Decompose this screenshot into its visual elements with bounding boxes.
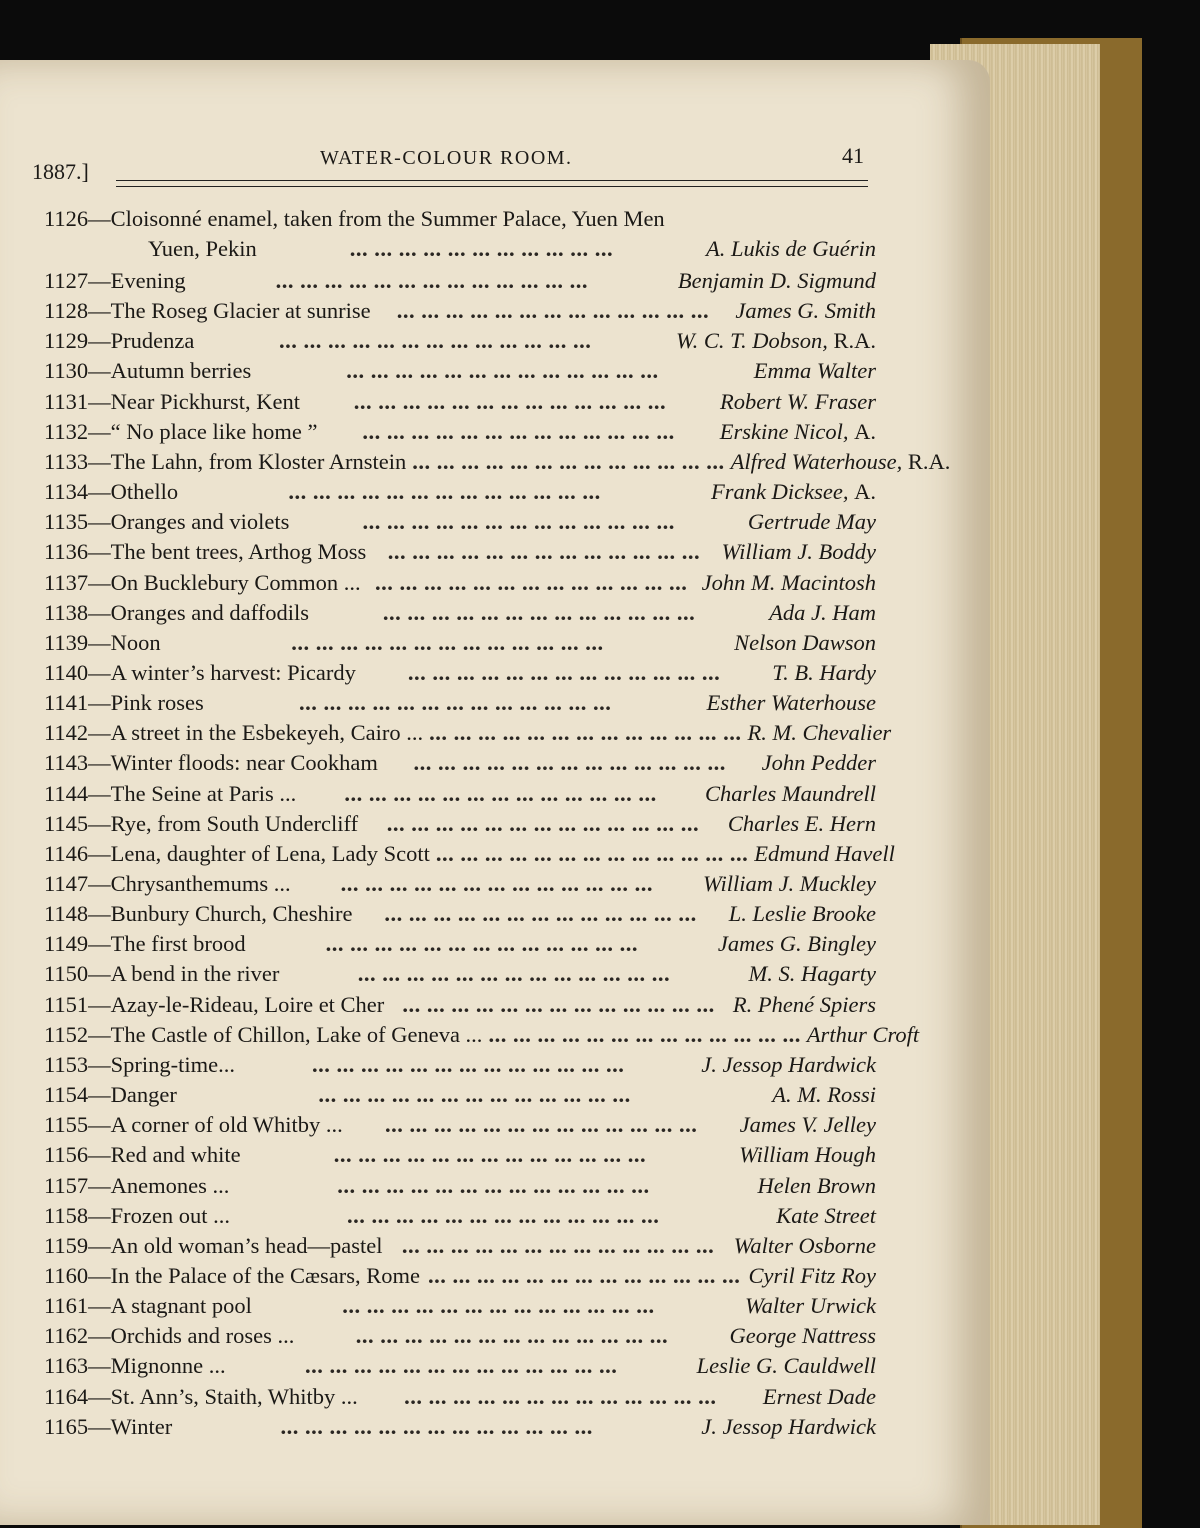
entry-row — [44, 992, 876, 1022]
entry-title: 1160—In the Palace of the Cæsars, Rome — [44, 1262, 420, 1288]
entry-artist — [745, 1293, 876, 1319]
entry-row — [44, 931, 876, 961]
leader-dots: ... ... ... ... ... ... ... ... ... ... ... ... ... — [275, 268, 588, 293]
entry-title: 1130—Autumn berries — [44, 358, 252, 384]
leader-dots: ... ... ... ... ... ... ... ... ... ... ... ... ... — [396, 298, 710, 324]
artist-name: Charles Maundrell — [704, 780, 876, 806]
entry-continuation — [44, 236, 876, 266]
entry-row — [44, 358, 876, 388]
artist-name: L. Leslie Brooke — [728, 901, 876, 927]
entry-title: 1161—A stagnant pool — [44, 1293, 252, 1319]
leader-dots: ... ... ... ... ... ... ... ... ... ... ... ... ... — [340, 871, 653, 896]
entry-row — [44, 448, 951, 479]
entry-title: Yuen, Pekin — [148, 236, 257, 261]
entry-title: 1164—St. Ann’s, Staith, Whitby ... — [44, 1383, 358, 1409]
artist-name: T. B. Hardy — [772, 659, 876, 685]
entry-artist — [740, 1112, 876, 1138]
leader-dots: ... ... ... ... ... ... ... ... ... ... ... ... ... — [386, 810, 700, 836]
artist-honor: R.A. — [907, 448, 951, 474]
entry-row — [44, 901, 876, 931]
entry-row — [44, 1293, 876, 1323]
leader-dots: ... ... ... ... ... ... ... ... ... ... ... ... ... — [402, 991, 715, 1017]
leader-dots: ... ... ... ... ... ... ... ... ... ... ... ... ... — [299, 690, 612, 716]
entry-row — [44, 1233, 876, 1263]
entry-title: 1159—An old woman’s head—pastel — [44, 1232, 383, 1258]
entry-row — [44, 1052, 876, 1082]
entry-row — [44, 840, 895, 871]
artist-honor: A. — [854, 479, 876, 505]
artist-name: John Pedder — [761, 750, 876, 776]
entry-row — [44, 479, 876, 509]
entry-artist — [720, 419, 876, 445]
leader-dots: ... ... ... ... ... ... ... ... ... ... ... ... ... — [384, 1112, 698, 1138]
entry-title: 1135—Oranges and violets — [44, 509, 290, 535]
entry-row — [44, 811, 876, 841]
artist-name: Gertrude May — [747, 509, 876, 535]
entry-artist — [754, 841, 895, 867]
entry-title: 1142—A street in the Esbekeyeh, Cairo ... — [44, 720, 424, 746]
leader-dots: ... ... ... ... ... ... ... ... ... ... ... ... ... — [344, 780, 657, 806]
artist-name: Ada J. Ham — [769, 599, 876, 625]
entry-title: 1156—Red and white — [44, 1142, 241, 1168]
artist-name: Ernest Dade — [762, 1383, 876, 1409]
entry-title: 1146—Lena, daughter of Lena, Lady Scott — [44, 840, 430, 866]
artist-name: John M. Macintosh — [701, 569, 876, 595]
header-year: 1887.] — [32, 159, 89, 184]
entry-artist — [697, 1353, 876, 1379]
artist-name: Benjamin D. Sigmund — [677, 268, 876, 293]
entry-artist — [776, 1203, 876, 1229]
artist-honor: R.A. — [833, 328, 876, 354]
entry-artist — [749, 1263, 877, 1289]
leader-dots: ... ... ... ... ... ... ... ... ... ... ... ... ... — [337, 1172, 650, 1198]
entry-title: 1144—The Seine at Paris ... — [44, 780, 297, 806]
entry-row — [44, 1082, 876, 1112]
entry-row — [44, 961, 876, 991]
entry-row — [44, 1384, 876, 1414]
entry-title: 1128—The Roseg Glacier at sunrise — [44, 298, 371, 324]
leader-dots: ... ... ... ... ... ... ... ... ... ... ... ... ... — [387, 539, 701, 565]
entry-artist — [728, 811, 876, 837]
entry-artist — [734, 630, 876, 656]
entry-artist — [711, 479, 876, 505]
entry-title: 1139—Noon — [44, 629, 161, 655]
entry-title: 1131—Near Pickhurst, Kent — [44, 388, 300, 414]
artist-name: Frank Dicksee, — [711, 479, 849, 505]
entry-artist — [748, 509, 876, 535]
entry-artist — [718, 931, 876, 957]
leader-dots: ... ... ... ... ... ... ... ... ... ... ... ... ... — [413, 750, 726, 776]
artist-name: William Hough — [739, 1142, 876, 1168]
entry-row — [44, 600, 876, 630]
entry-row — [44, 781, 876, 811]
entry-row — [44, 660, 876, 690]
entry-title: 1150—A bend in the river — [44, 961, 280, 987]
entry-artist — [769, 600, 876, 626]
entry-row — [44, 570, 876, 600]
leader-dots: ... ... ... ... ... ... ... ... ... ... ... ... ... — [280, 1413, 593, 1439]
leader-dots: ... ... ... ... ... ... ... ... ... ... ... ... ... — [346, 358, 659, 384]
entry-artist — [701, 1052, 876, 1078]
entry-first-line: 1126—Cloisonné enamel, taken from the Summer Palace, Yuen Men — [44, 206, 665, 231]
entry-title: 1163—Mignonne ... — [44, 1353, 226, 1379]
artist-name: Alfred Waterhouse, — [730, 448, 903, 474]
artist-name: Cyril Fitz Roy — [748, 1262, 876, 1288]
entry-row — [44, 1203, 876, 1233]
entry-artist — [763, 1384, 876, 1410]
entry-title: 1138—Oranges and daffodils — [44, 599, 309, 625]
artist-name: William J. Boddy — [721, 539, 876, 565]
entry-row — [44, 690, 876, 720]
entry-row — [44, 871, 876, 901]
entry-title: 1132—“ No place like home ” — [44, 418, 318, 444]
leader-dots: ... ... ... ... ... ... ... ... ... ... ... ... ... — [374, 569, 688, 595]
entry-artist — [807, 1022, 919, 1048]
entry-artist — [739, 1142, 876, 1168]
entry-row — [44, 539, 876, 569]
entry-row — [44, 1021, 920, 1052]
entry-row — [44, 1112, 876, 1142]
entry-artist — [772, 660, 876, 686]
leader-dots: ... ... ... ... ... ... ... ... ... ... ... ... ... — [384, 901, 697, 927]
leader-dots: ... ... ... ... ... ... ... ... ... ... ... ... ... — [346, 1202, 660, 1228]
entry-artist — [701, 1414, 876, 1440]
header-section-title: WATER-COLOUR ROOM. — [320, 147, 573, 169]
entry-title: 1165—Winter — [44, 1413, 173, 1439]
entry-artist — [730, 1323, 876, 1349]
leader-dots: ... ... ... ... ... ... ... ... ... ... ... ... ... — [355, 1323, 669, 1349]
entry-artist — [749, 961, 877, 987]
leader-dots: ... ... ... ... ... ... ... ... ... ... ... ... ... — [288, 479, 601, 505]
artist-name: Kate Street — [776, 1202, 876, 1228]
entry-artist — [731, 449, 951, 475]
leader-dots: ... ... ... ... ... ... ... ... ... ... ... ... ... — [404, 1383, 717, 1409]
page-number: 41 — [842, 143, 864, 168]
artist-name: Esther Waterhouse — [706, 690, 876, 716]
entry-title: 1158—Frozen out ... — [44, 1202, 231, 1228]
entry-artist — [762, 750, 876, 776]
entry-artist — [678, 268, 876, 294]
artist-name: Walter Urwick — [744, 1293, 876, 1319]
artist-name: Arthur Croft — [806, 1021, 920, 1047]
entry-row — [44, 298, 876, 328]
entry-title: 1147—Chrysanthemums ... — [44, 871, 291, 896]
leader-dots: ... ... ... ... ... ... ... ... ... ... ... ... ... — [325, 931, 638, 957]
leader-dots: ... ... ... ... ... ... ... ... ... ... ... ... ... — [353, 388, 667, 414]
leader-dots: ... ... ... ... ... ... ... ... ... ... ... ... ... — [362, 509, 675, 535]
leader-dots: ... ... ... ... ... ... ... ... ... ... ... ... ... — [412, 448, 725, 474]
leader-dots: ... ... ... ... ... ... ... ... ... ... ... ... ... — [342, 1293, 655, 1319]
entry-title: 1148—Bunbury Church, Cheshire — [44, 901, 353, 927]
entry-row — [44, 720, 892, 750]
entry-artist — [705, 781, 876, 807]
entry-title: 1140—A winter’s harvest: Picardy — [44, 659, 356, 685]
leader-dots: ... ... ... ... ... ... ... ... ... ... ... ... ... — [428, 1262, 741, 1288]
entry-title: 1137—On Bucklebury Common ... — [44, 569, 361, 595]
entry-row — [44, 419, 876, 449]
entry-artist — [702, 570, 876, 596]
entry-title: 1151—Azay-le-Rideau, Loire et Cher — [44, 991, 385, 1017]
artist-name: Walter Osborne — [733, 1232, 876, 1258]
leader-dots: ... ... ... ... ... ... ... ... ... ... ... ... ... — [278, 328, 592, 354]
entry-title: 1154—Danger — [44, 1082, 177, 1108]
artist-name: James V. Jelley — [739, 1112, 876, 1138]
entry-artist — [734, 1233, 876, 1259]
leader-dots: ... ... ... ... ... ... ... ... ... ... ... ... ... — [318, 1082, 631, 1108]
entry-title: 1145—Rye, from South Undercliff — [44, 810, 359, 836]
entry-artist — [733, 992, 876, 1018]
leader-dots: ... ... ... ... ... ... ... ... ... ... ... ... ... — [488, 1021, 801, 1047]
entry-title: 1133—The Lahn, from Kloster Arnstein — [44, 448, 407, 474]
entry-artist — [676, 328, 876, 354]
entry-artist — [722, 539, 876, 565]
entry-artist — [707, 690, 876, 716]
entry-row — [44, 268, 876, 298]
artist-name: Helen Brown — [757, 1172, 876, 1198]
artist-name: James G. Bingley — [717, 931, 876, 957]
artist-name: A. M. Rossi — [772, 1082, 876, 1108]
leader-dots: ... ... ... ... ... ... ... ... ... ... ... ... ... — [401, 1232, 715, 1258]
entry-title: 1149—The first brood — [44, 931, 246, 957]
entry-title: 1155—A corner of old Whitby ... — [44, 1112, 343, 1138]
artist-name: R. M. Chevalier — [747, 720, 892, 746]
entry-row — [44, 1173, 876, 1203]
artist-name: Charles E. Hern — [727, 810, 876, 836]
entry-artist — [747, 720, 891, 746]
entry-title: 1162—Orchids and roses ... — [44, 1323, 295, 1349]
artist-name: W. C. T. Dobson, — [675, 328, 828, 354]
entry-title: 1152—The Castle of Chillon, Lake of Geneva ... — [44, 1021, 483, 1047]
artist-name: Emma Walter — [753, 358, 876, 384]
artist-name: R. Phené Spiers — [732, 991, 876, 1017]
entry-row — [44, 509, 876, 539]
leader-dots: ... ... ... ... ... ... ... ... ... ... ... ... ... — [291, 629, 604, 655]
entry-title: 1141—Pink roses — [44, 690, 204, 716]
entry-artist — [754, 358, 876, 384]
entry-artist — [720, 389, 876, 415]
artist-honor: A. — [854, 418, 876, 444]
leader-dots: ... ... ... ... ... ... ... ... ... ... ... ... ... — [407, 659, 721, 685]
artist-name: J. Jessop Hardwick — [701, 1051, 876, 1077]
entry-row — [44, 389, 876, 419]
leader-dots: ... ... ... ... ... ... ... ... ... ... ... ... ... — [362, 418, 675, 444]
entry-row — [44, 1142, 876, 1172]
artist-name: Edmund Havell — [754, 840, 895, 866]
artist-name: Erskine Nicol, — [719, 418, 849, 444]
entry-title: 1127—Evening — [44, 268, 186, 293]
entry-title: 1157—Anemones ... — [44, 1172, 230, 1198]
artist-name: George Nattress — [729, 1323, 876, 1349]
entry-artist — [772, 1082, 876, 1108]
artist-name: Leslie G. Cauldwell — [696, 1353, 876, 1379]
entry-row — [44, 630, 876, 660]
leader-dots: ... ... ... ... ... ... ... ... ... ... ... ... ... — [304, 1353, 618, 1379]
entry-artist: A. Lukis de Guérin — [706, 236, 876, 261]
entry-title: 1129—Prudenza — [44, 328, 195, 354]
entry-title: 1153—Spring-time... — [44, 1051, 236, 1077]
entry-artist — [735, 298, 876, 324]
artist-name: M. S. Hagarty — [748, 961, 876, 987]
artist-name: J. Jessop Hardwick — [701, 1413, 876, 1439]
leader-dots: ... ... ... ... ... ... ... ... ... ... ... ... ... — [435, 840, 749, 866]
entry-artist — [729, 901, 876, 927]
entry-row — [44, 1323, 876, 1353]
entry-row — [44, 750, 876, 780]
entry-title: 1136—The bent trees, Arthog Moss — [44, 539, 367, 565]
entry-row — [44, 1353, 876, 1383]
leader-dots: ... ... ... ... ... ... ... ... ... ... ... ... ... — [357, 961, 671, 987]
entry-artist — [703, 871, 876, 897]
entry-title: 1143—Winter floods: near Cookham — [44, 750, 378, 776]
artist-name: Nelson Dawson — [734, 629, 876, 655]
leader-dots: ... ... ... ... ... ... ... ... ... ... ... ... ... — [311, 1051, 625, 1077]
leader-dots: ... ... ... ... ... ... ... ... ... ... ... ... ... — [333, 1142, 647, 1168]
leader-dots: ... ... ... ... ... ... ... ... ... ... ... — [349, 236, 614, 261]
leader-dots: ... ... ... ... ... ... ... ... ... ... ... ... ... — [382, 599, 696, 625]
entry-row — [44, 328, 876, 358]
artist-name: James G. Smith — [735, 298, 876, 324]
entry-artist — [757, 1173, 876, 1199]
entry-row — [44, 1414, 876, 1444]
artist-name: Robert W. Fraser — [719, 388, 876, 414]
entry-title: 1134—Othello — [44, 479, 179, 505]
entry-row — [44, 1263, 876, 1293]
artist-name: William J. Muckley — [702, 871, 876, 896]
leader-dots: ... ... ... ... ... ... ... ... ... ... ... ... ... — [429, 720, 742, 746]
